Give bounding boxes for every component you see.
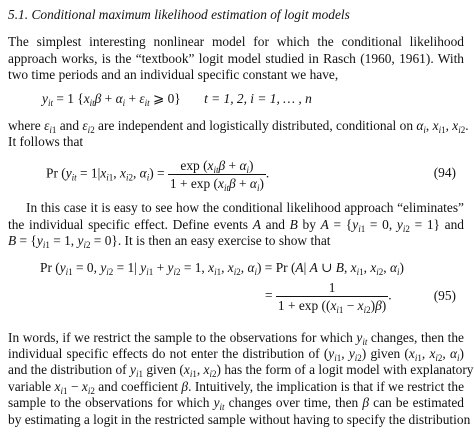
section-title: Conditional maximum likelihood estimation of logit models [31, 7, 350, 22]
equation-94: Pr ($y_{it} = 1|x_{i1}$, $x_{i2}$, $\alpha_i$) = $\frac{\exp (x_{it}\beta + \alpha_i)}{1 + \exp (x_{it}\beta + \alpha_i)}$ . (94) [46, 158, 456, 194]
paragraph-assumptions: where $\varepsilon_{i1}$ and $\varepsilon_{i2}$ are independent and logistically distributed, conditional on $\alpha_i$, $x_{i1}$, $x_{i2}$. It follows that [8, 117, 469, 150]
fraction-95: $\frac{1}{1 + \exp ((x_{i1} - x_{i2})\beta)}$ [277, 279, 387, 315]
equation-model: $y_{it} = 1$ {$x_{it}\beta + \alpha_i + \varepsilon_{it}$ ⩾ 0} t = 1, 2, i = 1, … , n [42, 90, 312, 108]
equation-number-94: (94) [433, 165, 456, 181]
paragraph-intro: The simplest interesting nonlinear model for which the conditional likelihood approach works, is the “textbook” logit model studied in Rasch (1960, 1961). With two time periods and an individual specific constant we have, [8, 34, 464, 83]
paragraph-conclusion: In words, if we restrict the sample to the observations for which $y_{it}$ changes, then the individual specific effects do not enter the distribution of ($y_{i1}$, $y_{i2}$) given ($x_{i1}$, $x_{i2}$, $\alpha_i$) and the distribution of $y_{i1}$ given ($x_{i1}$, $x_{i2}$) has the form of a logit model with explanatory variable $x_{i1} - x_{i2}$ and coefficient β. Intuitively, the implication is that if we restrict the sample to the observations for which $y_{it}$ changes over time, then β can be estimated by estimating a logit in the restricted sample without having to specify the distribution [8, 329, 474, 427]
fraction-94: $\frac{\exp (x_{it}\beta + \alpha_i)}{1 + \exp (x_{it}\beta + \alpha_i)}$ [169, 158, 264, 194]
equation-number-95: (95) [433, 287, 456, 303]
equation-index: t = 1, 2, i = 1, … , n [204, 90, 312, 106]
section-heading [8, 7, 464, 23]
paragraph-events: In this case it is easy to see how the conditional likelihood approach “eliminates” the individual specific effect. Define events A and B by $A = \{y_{i1} = 0$, $y_{i2} = 1$} and $B = \{y_{i1} = 1$, $y_{i2} = 0$}. It is then an easy exercise to show that [8, 200, 464, 251]
equation-95: Pr ($y_{i1} = 0$, $y_{i2} = 1|$ $y_{i1} + y_{i2} = 1$, $x_{i1}$, $x_{i2}$, $\alpha_i) = Pr$ (A| A ∪ B, $x_{i1}$, $x_{i2}$, $\alpha_i$) = $\frac{1}{1 + \exp ((x_{i1} - x_{i2})\beta)}$ . (95) [40, 259, 456, 315]
section-number: 5.1. [8, 7, 29, 22]
